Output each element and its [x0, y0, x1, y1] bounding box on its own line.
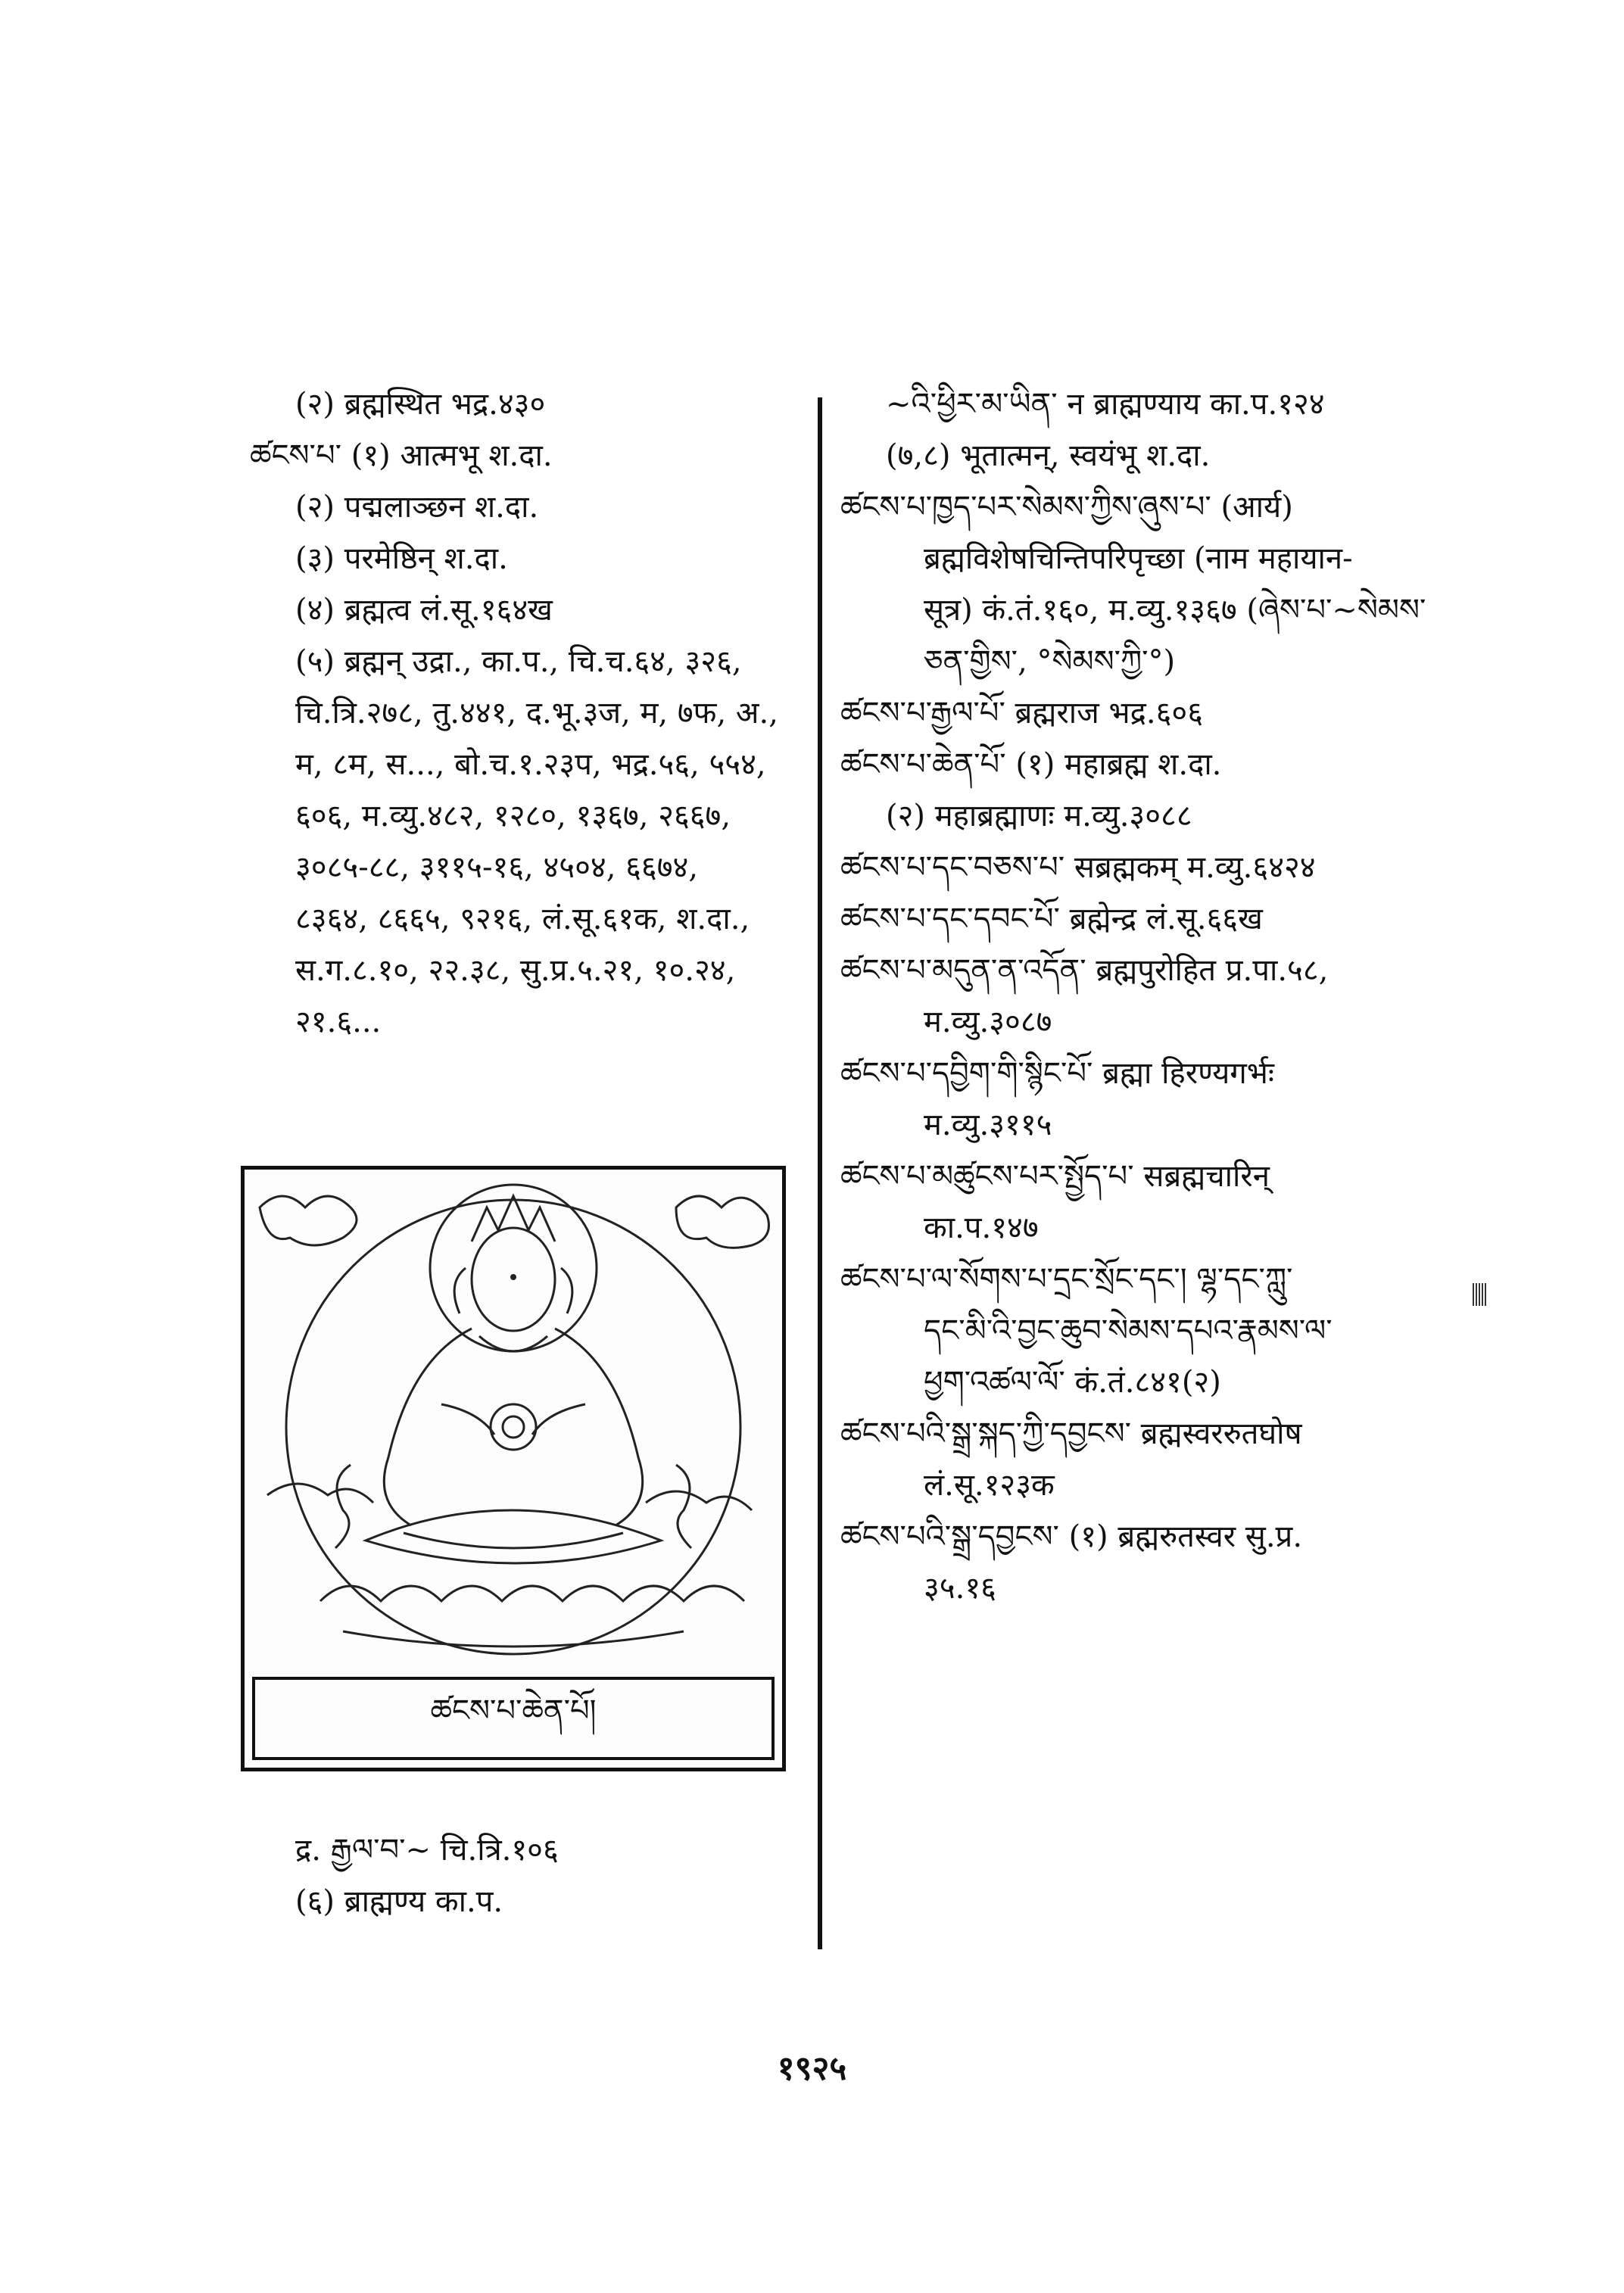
entry-line: म.व्यु.३११५	[924, 1108, 1052, 1142]
entry-line: (२) ब्रह्मस्थित भद्र.४३०	[295, 387, 546, 422]
figure-caption: ཚངས་པ་ཆེན་པོ།	[252, 1677, 775, 1760]
headword: ཚངས་པ་རྒྱལ་པོ་	[840, 696, 1005, 731]
entry-line: म, ८म, स..., बो.च.१.२३प, भद्र.५६, ५५४,	[295, 747, 766, 782]
entry-line: ཚངས་པ་མདུན་ན་འདོན་ ब्रह्मपुरोहित प्र.पा.५८,	[840, 945, 1461, 996]
entry-line: २१.६...	[295, 1005, 382, 1039]
right-column	[840, 379, 1461, 1614]
page-number: १९२५	[777, 2049, 847, 2088]
entry-line: (३) परमेष्ठिन् श.दा.	[295, 541, 508, 576]
entry-line: ཚངས་པ་ཁྱད་པར་སེམས་ཀྱིས་ཞུས་པ་ (आर्य)	[840, 481, 1461, 533]
entry-line: म.व्यु.३०८७	[924, 1005, 1052, 1039]
entry-line: ཚངས་པ་རྒྱལ་པོ་ ब्रह्मराज भद्र.६०६	[840, 687, 1461, 739]
headword: ཚངས་པ་ལ་སོགས་པ་དྲང་སྲོང་དང་། ལྷ་དང་ཀླུ་	[840, 1262, 1293, 1297]
entry-line: (६) ब्राह्मण्य का.प.	[295, 1884, 503, 1919]
headword: ཚངས་པ་	[250, 438, 341, 473]
entry-line: ब्रह्मविशेषचिन्तिपरिपृच्छा (नाम महायान-	[924, 541, 1353, 576]
headword: ཚངས་པ་ཁྱད་པར་སེམས་ཀྱིས་ཞུས་པ་	[840, 490, 1211, 525]
headword: ཚངས་པ་དང་དབང་པོ་	[840, 902, 1060, 936]
headword: ཚངས་པ་དབྱིག་གི་སྙིང་པོ་	[840, 1056, 1093, 1091]
entry-line: ३५.१६	[924, 1571, 996, 1606]
entry-line: ཚངས་པ་དང་བཅས་པ་ सब्रह्मकम् म.व्यु.६४२४	[840, 842, 1461, 893]
entry-line: ཚངས་པ་དབྱིག་གི་སྙིང་པོ་ ब्रह्मा हिरण्यगर्भः	[840, 1048, 1461, 1099]
entry-line: ~འི་ཕྱིར་མ་ཡིན་ न ब्राह्मण्याय का.प.१२४	[886, 387, 1325, 422]
entry-line: लं.सू.१२३क	[924, 1468, 1055, 1503]
column-divider	[818, 397, 822, 1949]
deity-illustration	[241, 1166, 786, 1771]
entry-line: (२) महाब्रह्माणः म.व्यु.३०८८	[886, 799, 1192, 833]
headword: ཚངས་པ་མཚུངས་པར་སྤྱོད་པ་	[840, 1159, 1134, 1194]
headword: ཚངས་པའི་སྒྲ་དབྱངས་	[840, 1519, 1059, 1554]
deity-drawing-icon	[252, 1177, 775, 1662]
entry-line: ३०८५-८८, ३११५-१६, ४५०४, ६६७४,	[295, 850, 699, 885]
entry-line: ཚངས་པ་ཆེན་པོ་ (१) महाब्रह्म श.दा.	[840, 739, 1461, 790]
entry-line: ८३६४, ८६६५, ९२१६, लं.सू.६१क, श.दा.,	[295, 902, 750, 936]
entry-line: (५) ब्रह्मन् उद्रा., का.प., चि.च.६४, ३२६,	[295, 644, 742, 679]
entry-line: ཚངས་པ་ (१) आत्मभू श.दा.	[250, 430, 810, 481]
entry-line: ཚངས་པའི་སྒྲ་སྐད་ཀྱི་དབྱངས་ ब्रह्मस्वररुतघोष	[840, 1408, 1461, 1460]
entry-line: ཚངས་པའི་སྒྲ་དབྱངས་ (१) ब्रह्मरुतस्वर सु.प्र.	[840, 1511, 1461, 1562]
entry-line	[840, 1254, 1461, 1305]
entry-line: सूत्र) कं.तं.१६०, म.व्यु.१३६७ (ཞེས་པ་~སེམས་ཅན་གྱིས་, °སེམས་ཀྱི་°)	[924, 593, 1426, 679]
headword: ཚངས་པ་དང་བཅས་པ་	[840, 850, 1065, 885]
entry-line: (७,८) भूतात्मन्, स्वयंभू श.दा.	[886, 438, 1211, 473]
entry-line: དང་མི་འི་བྱང་ཆུབ་སེམས་དཔའ་རྣམས་ལ་	[924, 1313, 1333, 1348]
entry-line: ཚངས་པ་མཚུངས་པར་སྤྱོད་པ་ सब्रह्मचारिन्	[840, 1151, 1461, 1202]
entry-line: ६०६, म.व्यु.४८२, १२८०, १३६७, २६६७,	[295, 799, 731, 833]
entry-line: द्र. རྒྱལ་བ་~ चि.त्रि.१०६	[295, 1833, 559, 1868]
scan-mark	[1473, 1283, 1488, 1306]
entry-line: (२) पद्मलाञ्छन श.दा.	[295, 490, 539, 525]
entry-line: का.प.१४७	[924, 1210, 1039, 1245]
headword: ཚངས་པའི་སྒྲ་སྐད་ཀྱི་དབྱངས་	[840, 1416, 1131, 1451]
left-column	[250, 379, 810, 1048]
entry-line: चि.त्रि.२७८, तु.४४१, द.भू.३ज, म, ७फ, अ.,	[295, 696, 778, 731]
entry-line: स.ग.८.१०, २२.३८, सु.प्र.५.२१, १०.२४,	[295, 953, 736, 988]
left-column-after-figure	[250, 1824, 810, 1927]
entry-line: (४) ब्रह्मत्व लं.सू.१६४ख	[295, 593, 553, 628]
entry-line: ཕྱག་འཚལ་ལོ་ कं.तं.८४१(२)	[924, 1365, 1221, 1400]
entry-line: ཚངས་པ་དང་དབང་པོ་ ब्रह्मेन्द्र लं.सू.६६ख	[840, 893, 1461, 945]
headword: ཚངས་པ་མདུན་ན་འདོན་	[840, 953, 1086, 988]
headword: ཚངས་པ་ཆེན་པོ་	[840, 747, 1006, 782]
